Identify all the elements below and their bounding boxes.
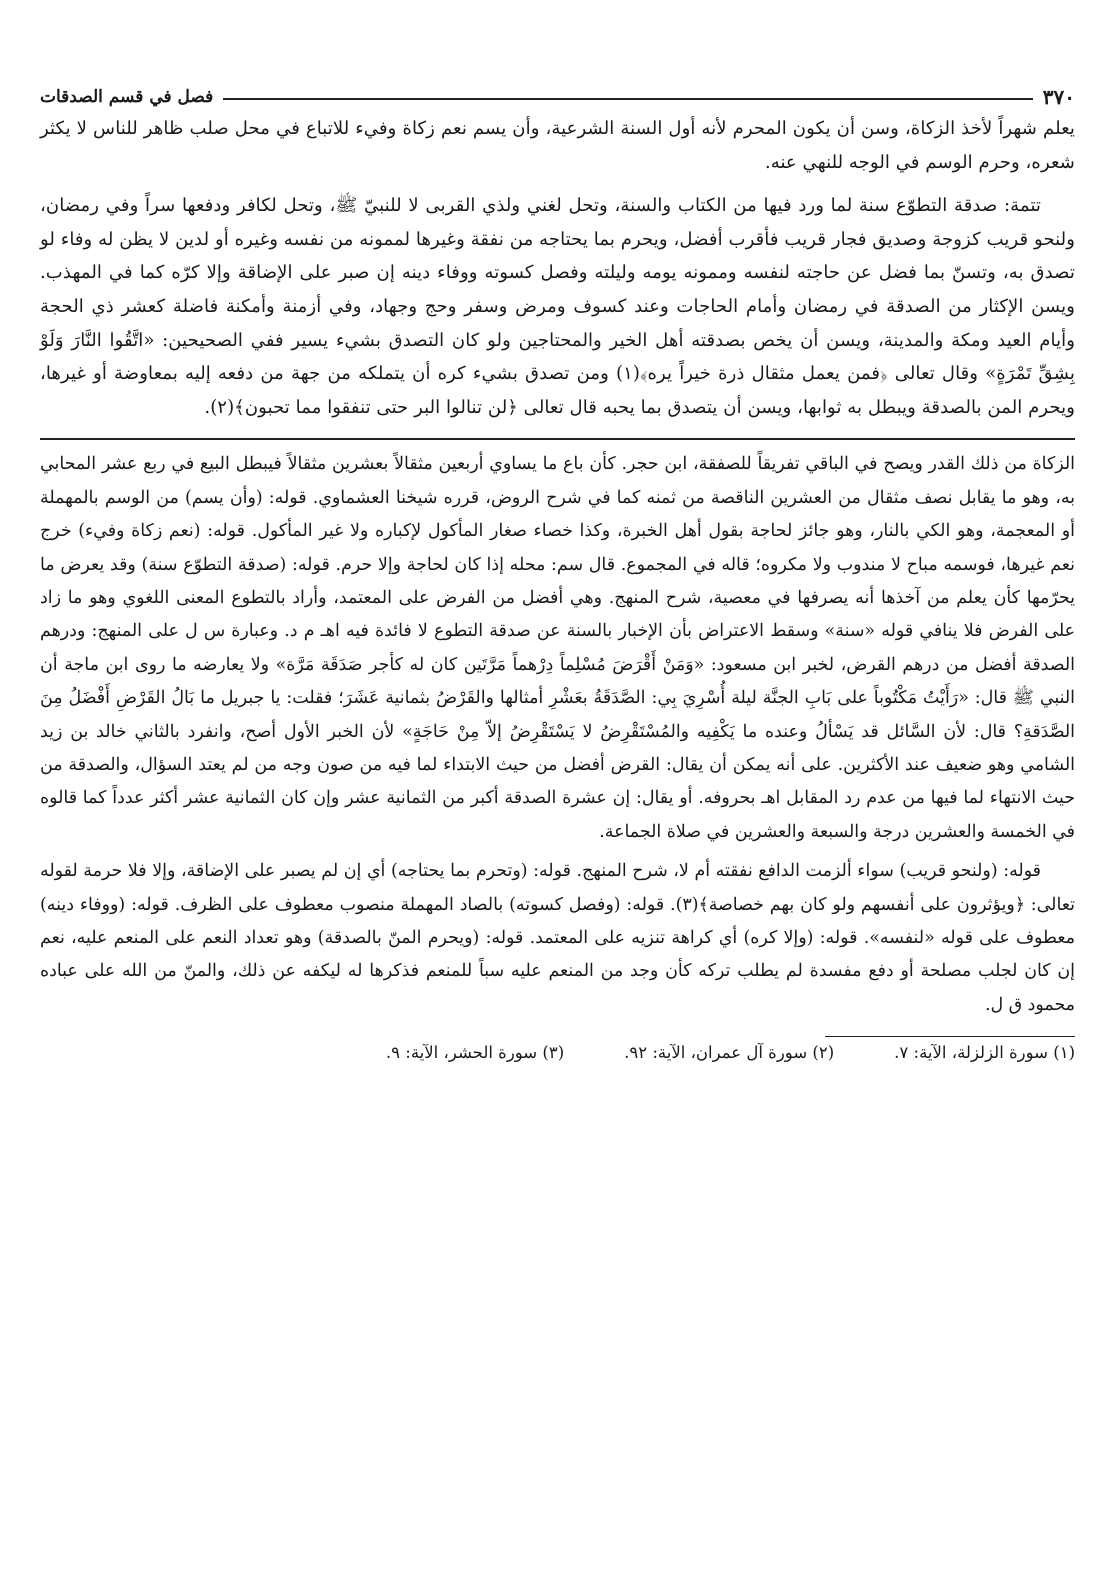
page-number: ٣٧٠ bbox=[1042, 85, 1075, 109]
footnote-2: (٢) سورة آل عمران، الآية: ٩٢. bbox=[624, 1043, 835, 1063]
header-rule bbox=[223, 98, 1032, 100]
page bbox=[40, 82, 1075, 1062]
chapter-title: فصل في قسم الصدقات bbox=[40, 87, 214, 107]
main-text bbox=[40, 112, 1075, 424]
commentary-text bbox=[40, 448, 1075, 1022]
commentary-paragraph-1: الزكاة من ذلك القدر ويصح في الباقي تفريقاً للصفقة، ابن حجر. كأن باع ما يساوي أربعين مثقالاً بعشرين مثقالاً فيبطل البيع في ربع عشر المحابي به، وهو ما يقابل نصف مثقال من العشرين الناقصة من ثمنه كما في شرح الروض، قرره شيخنا العشماوي. قوله: (وأن يسم) من الوسم بالمهملة أو المعجمة، وهو الكي بالنار، وهو جائز لحاجة بقول أهل الخبرة، وكذا خصاء صغار المأكول لإكباره ولا غير المأكول. قوله: (نعم زكاة وفيء) خرج نعم غيرها، فوسمه مباح لا مندوب ولا مكروه؛ قاله في المجموع. قال سم: محله إذا كان لحاجة وإلا حرم. قوله: (صدقة التطوّع سنة) وقد يعرض ما يحرّمها كأن يعلم من آخذها أنه يصرفها في معصية، شرح المنهج. وهي أفضل من الفرض على المعتمد، وأراد بالتطوع المعنى اللغوي وهو ما زاد على الفرض فلا ينافي قوله «سنة» وسقط الاعتراض بأن الإخبار بالسنة عن صدقة التطوع لا فائدة فيه اهـ م د. وعبارة س ل على المنهج: ودرهم الصدقة أفضل من درهم القرض، لخبر ابن مسعود: «وَمَنْ أَقْرَضَ مُسْلِماً دِرْهماً مَرَّتَين كان له كأجر صَدَقَة مَرَّة» ولا يعارضه ما روى ابن ماجة أن النبي ﷺ قال: «رَأَيْتُ مَكْتُوباً على بَابِ الجنَّة ليلة أُسْرِيَ بِي: الصَّدَقَةُ بعَشْرِ أمثالها والقَرْضُ بثمانية عَشَرَ؛ فقلت: يا جبريل ما بَالُ القَرْضِ أَفْضَلُ مِنَ الصَّدَقةِ؟ قال: لأن السَّائل قد يَسْألُ وعنده ما يَكْفِيه والمُسْتَقْرِضُ لا يَسْتَقْرِضُ إلاّ مِنْ حَاجَةٍ» لأن الخبر الأول أصح، وانفرد بالثاني خالد بن زيد الشامي وهو ضعيف عند الأكثرين. على أنه يمكن أن يقال: القرض أفضل من حيث الابتداء لما فيه من صون وجه من لم يعتد السؤال، والصدقة من حيث الانتهاء لما فيها من عدم رد المقابل اهـ بحروفه. أو يقال: إن عشرة الصدقة أكبر من الثمانية عشر وإن كان الثمانية عشر أكثر عدداً كما قالوه في الخمسة والعشرين درجة والسبعة والعشرين في صلاة الجماعة. bbox=[40, 454, 1075, 842]
commentary-paragraph-2: قوله: (ولنحو قريب) سواء ألزمت الدافع نفقته أم لا، شرح المنهج. قوله: (وتحرم بما يحتاجه) أي إن لم يصبر على الإضاقة، وإلا فلا حرمة لقوله تعالى: ﴿ويؤثرون على أنفسهم ولو كان بهم خصاصة﴾(٣). قوله: (وفصل كسوته) بالصاد المهملة منصوب معطوف على الظرف. قوله: (ووفاء دينه) معطوف على قوله «لنفسه». قوله: (وإلا كره) أي كراهة تنزيه على المعتمد. قوله: (ويحرم المنّ بالصدقة) وهو تعداد النعم على المنعم عليه، نعم إن كان لجلب مصلحة أو دفع مفسدة لم يطلب تركه كأن وجد من المنعم عليه سباً للمنعم فذكرها له ليكفه عن ذلك، والمنّ من الله على عباده محمود ق ل. bbox=[40, 861, 1075, 1015]
footnote-1: (١) سورة الزلزلة، الآية: ٧. bbox=[894, 1043, 1075, 1063]
commentary-separator bbox=[40, 438, 1075, 440]
footnote-3: (٣) سورة الحشر، الآية: ٩. bbox=[385, 1043, 565, 1063]
footnote-separator bbox=[825, 1036, 1075, 1037]
running-header bbox=[40, 82, 1075, 112]
main-paragraph-1: يعلم شهراً لأخذ الزكاة، وسن أن يكون المحرم لأنه أول السنة الشرعية، وأن يسم نعم زكاة وفيء للاتباع في محل صلب ظاهر للناس لا يكثر شعره، وحرم الوسم في الوجه للنهي عنه. bbox=[40, 118, 1075, 173]
main-paragraph-2: تتمة: صدقة التطوّع سنة لما ورد فيها من الكتاب والسنة، وتحل لغني ولذي القربى لا للنبيّ ﷺ، وتحل لكافر ودفعها سراً وفي رمضان، ولنحو قريب كزوجة وصديق فجار قريب فأقرب أفضل، ويحرم بما يحتاجه من نفقة وغيرها لممونه من نفسه وغيره أو لدين لا يظن له وفاء لو تصدق به، وتسنّ بما فضل عن حاجته لنفسه وممونه يومه وليلته وفصل كسوته ووفاء دينه إن صبر على الإضاقة وإلا كرّه كما في المهذب. ويسن الإكثار من الصدقة في رمضان وأمام الحاجات وعند كسوف ومرض وسفر وحج وجهاد، وفي أزمنة وأمكنة فاضلة كعشر ذي الحجة وأيام العيد ومكة والمدينة، ويسن أن يخص بصدقته أهل الخير والمحتاجين ولو كان التصدق بشيء يسير ففي الصحيحين: «اتَّقُوا النَّارَ وَلَوْ بِشِقِّ تَمْرَةٍ» وقال تعالى ﴿فمن يعمل مثقال ذرة خيراً يره﴾(١) ومن تصدق بشيء كره أن يتملكه من جهة من دفعه إليه بمعاوضة أو غيرها، ويحرم المن بالصدقة ويبطل به ثوابها، ويسن أن يتصدق بما يحبه قال تعالى ﴿لن تنالوا البر حتى تنفقوا مما تحبون﴾(٢). bbox=[40, 195, 1075, 418]
footnotes bbox=[40, 1043, 1075, 1062]
